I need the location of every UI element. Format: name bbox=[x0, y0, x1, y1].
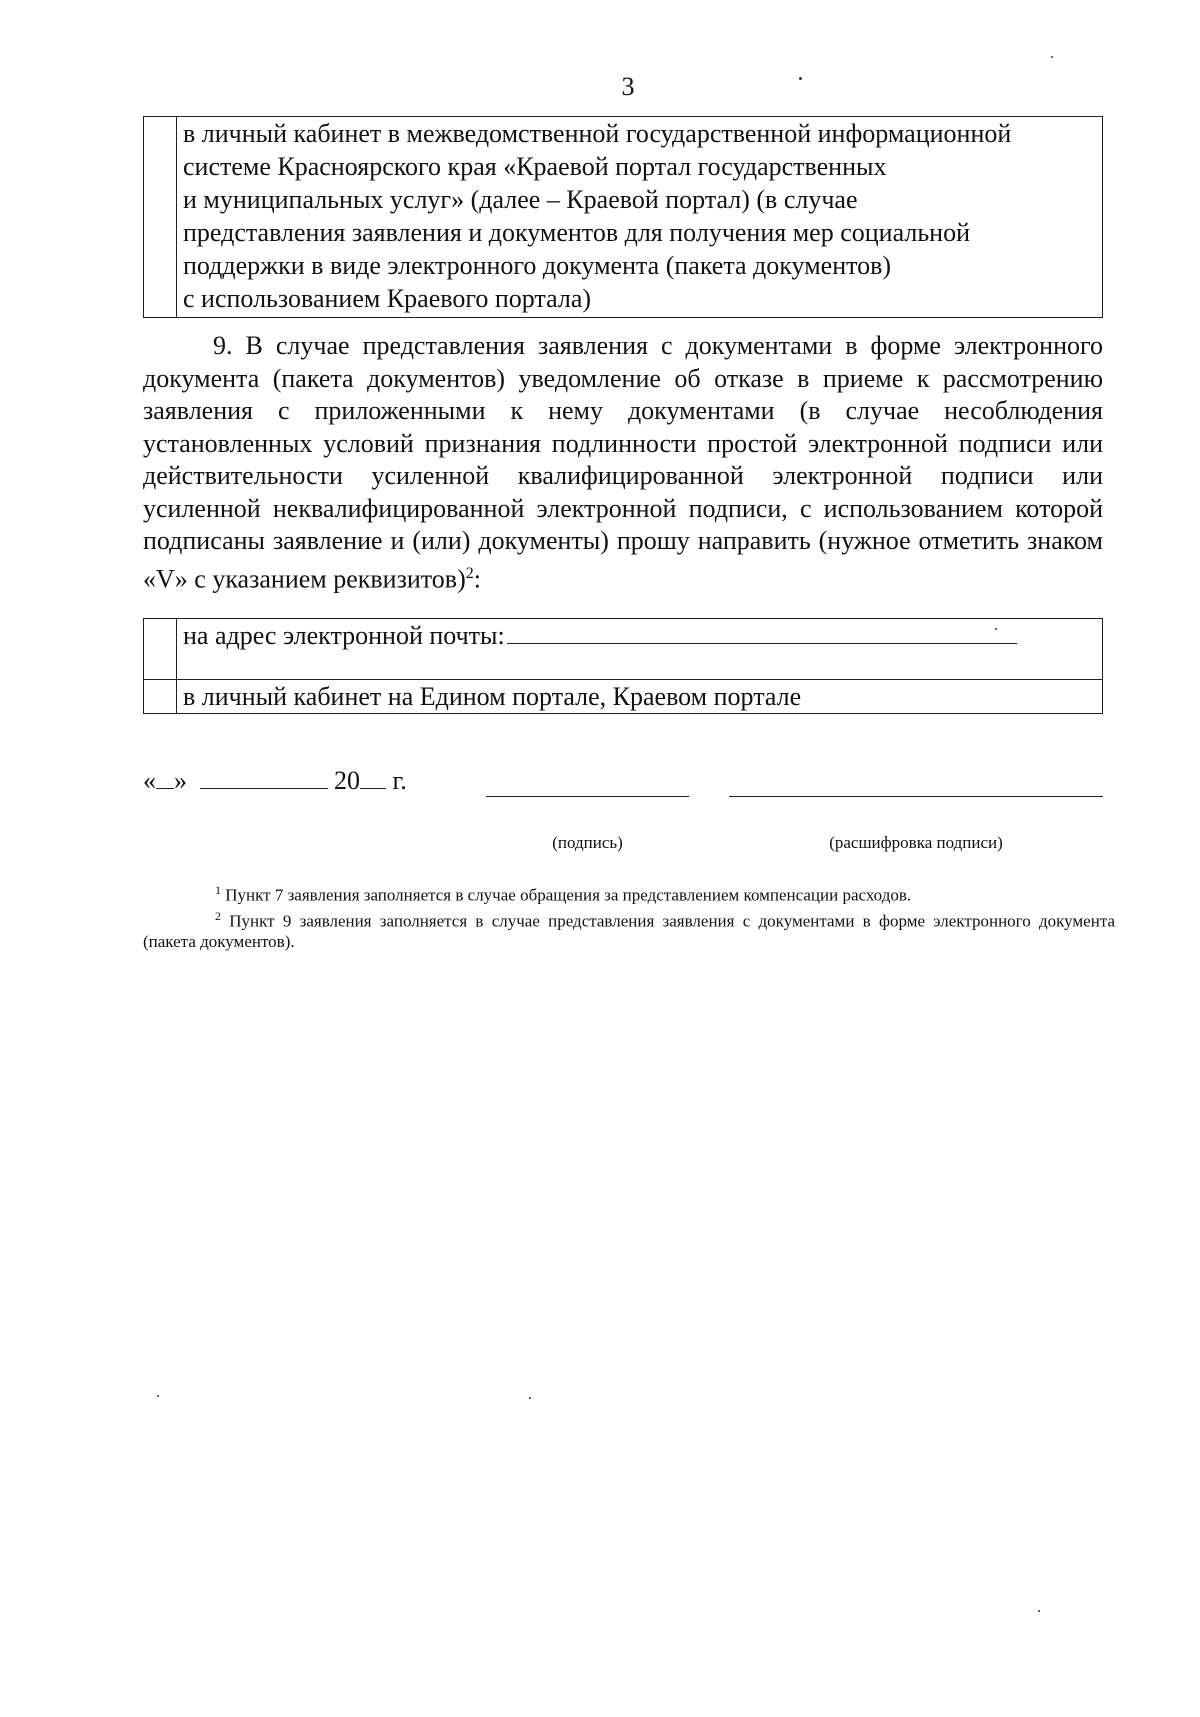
year-suffix: г. bbox=[392, 766, 407, 795]
option-email bbox=[177, 619, 1103, 680]
date-field bbox=[143, 766, 407, 796]
footnote-mark: 1 bbox=[215, 883, 221, 897]
option-checkbox-regional-portal[interactable] bbox=[144, 117, 177, 318]
option-line: системе Красноярского края «Краевой портал государственных bbox=[183, 152, 887, 181]
scan-speck bbox=[529, 1397, 531, 1399]
option-label-regional-portal bbox=[177, 117, 1103, 318]
scan-speck bbox=[799, 77, 802, 80]
delivery-option-table bbox=[143, 116, 1103, 318]
option-line: в личный кабинет в межведомственной государственной информационной bbox=[183, 119, 1012, 148]
year-prefix: 20 bbox=[334, 766, 360, 795]
signature-decoding-line[interactable] bbox=[729, 796, 1103, 852]
signature-line[interactable] bbox=[486, 796, 689, 852]
option-label-cabinet: в личный кабинет на Едином портале, Краевом портале bbox=[177, 680, 1103, 714]
option-line: с использованием Краевого портала) bbox=[183, 284, 592, 313]
option-label-email: на адрес электронной почты: bbox=[183, 621, 505, 650]
table-row bbox=[144, 619, 1103, 680]
footnote-ref: 2 bbox=[465, 564, 474, 582]
scan-speck bbox=[1038, 1610, 1040, 1612]
notification-option-table bbox=[143, 618, 1103, 714]
footnotes bbox=[143, 880, 1115, 952]
scan-speck bbox=[995, 628, 997, 630]
option-line: и муниципальных услуг» (далее – Краевой портал) (в случае bbox=[183, 185, 858, 214]
footnote-mark: 2 bbox=[215, 908, 221, 923]
option-checkbox-cabinet[interactable] bbox=[144, 680, 177, 714]
paragraph-9 bbox=[143, 330, 1103, 596]
year-input-line[interactable] bbox=[360, 766, 386, 789]
email-input-line[interactable] bbox=[507, 621, 1017, 644]
table-row bbox=[144, 680, 1103, 714]
quote-close: » bbox=[174, 766, 187, 795]
page-number: 3 bbox=[621, 72, 635, 101]
footnote-text: Пункт 7 заявления заполняется в случае обращения за представлением компенсации расходов. bbox=[225, 885, 912, 905]
day-input-line[interactable] bbox=[156, 766, 174, 789]
scan-speck bbox=[157, 1395, 159, 1397]
signature-caption: (подпись) bbox=[552, 833, 623, 852]
paragraph-9-text: 9. В случае представления заявления с документами в форме электронного документа (пакета документов) уведомление об отказе в приеме к рассмотрению заявления с приложенными к нему документами (в случае несоблюдения установленных условий признания подлинности простой электронной подписи или действительности усиленной квалифицированной электронной подписи или усиленной неквалифицированной электронной подписи, с использованием которой подписаны заявление и (или) документы) прошу направить (нужное отметить знаком «V» с указанием реквизитов) bbox=[143, 331, 1103, 594]
option-line: поддержки в виде электронного документа (пакета документов) bbox=[183, 251, 892, 280]
option-line: представления заявления и документов для получения мер социальной bbox=[183, 218, 971, 247]
scan-speck bbox=[1051, 56, 1053, 58]
footnote-1 bbox=[143, 880, 1115, 906]
footnote-text: Пункт 9 заявления заполняется в случае представления заявления с документами в форме электронного документа (пакета документов). bbox=[143, 911, 1115, 952]
signature-block bbox=[143, 766, 1103, 852]
paragraph-9-tail: : bbox=[473, 564, 481, 594]
table-row bbox=[144, 117, 1103, 318]
quote-open: « bbox=[143, 766, 156, 795]
footnote-2 bbox=[143, 906, 1115, 953]
month-input-line[interactable] bbox=[200, 766, 328, 789]
decoding-caption: (расшифровка подписи) bbox=[829, 833, 1003, 852]
option-checkbox-email[interactable] bbox=[144, 619, 177, 680]
